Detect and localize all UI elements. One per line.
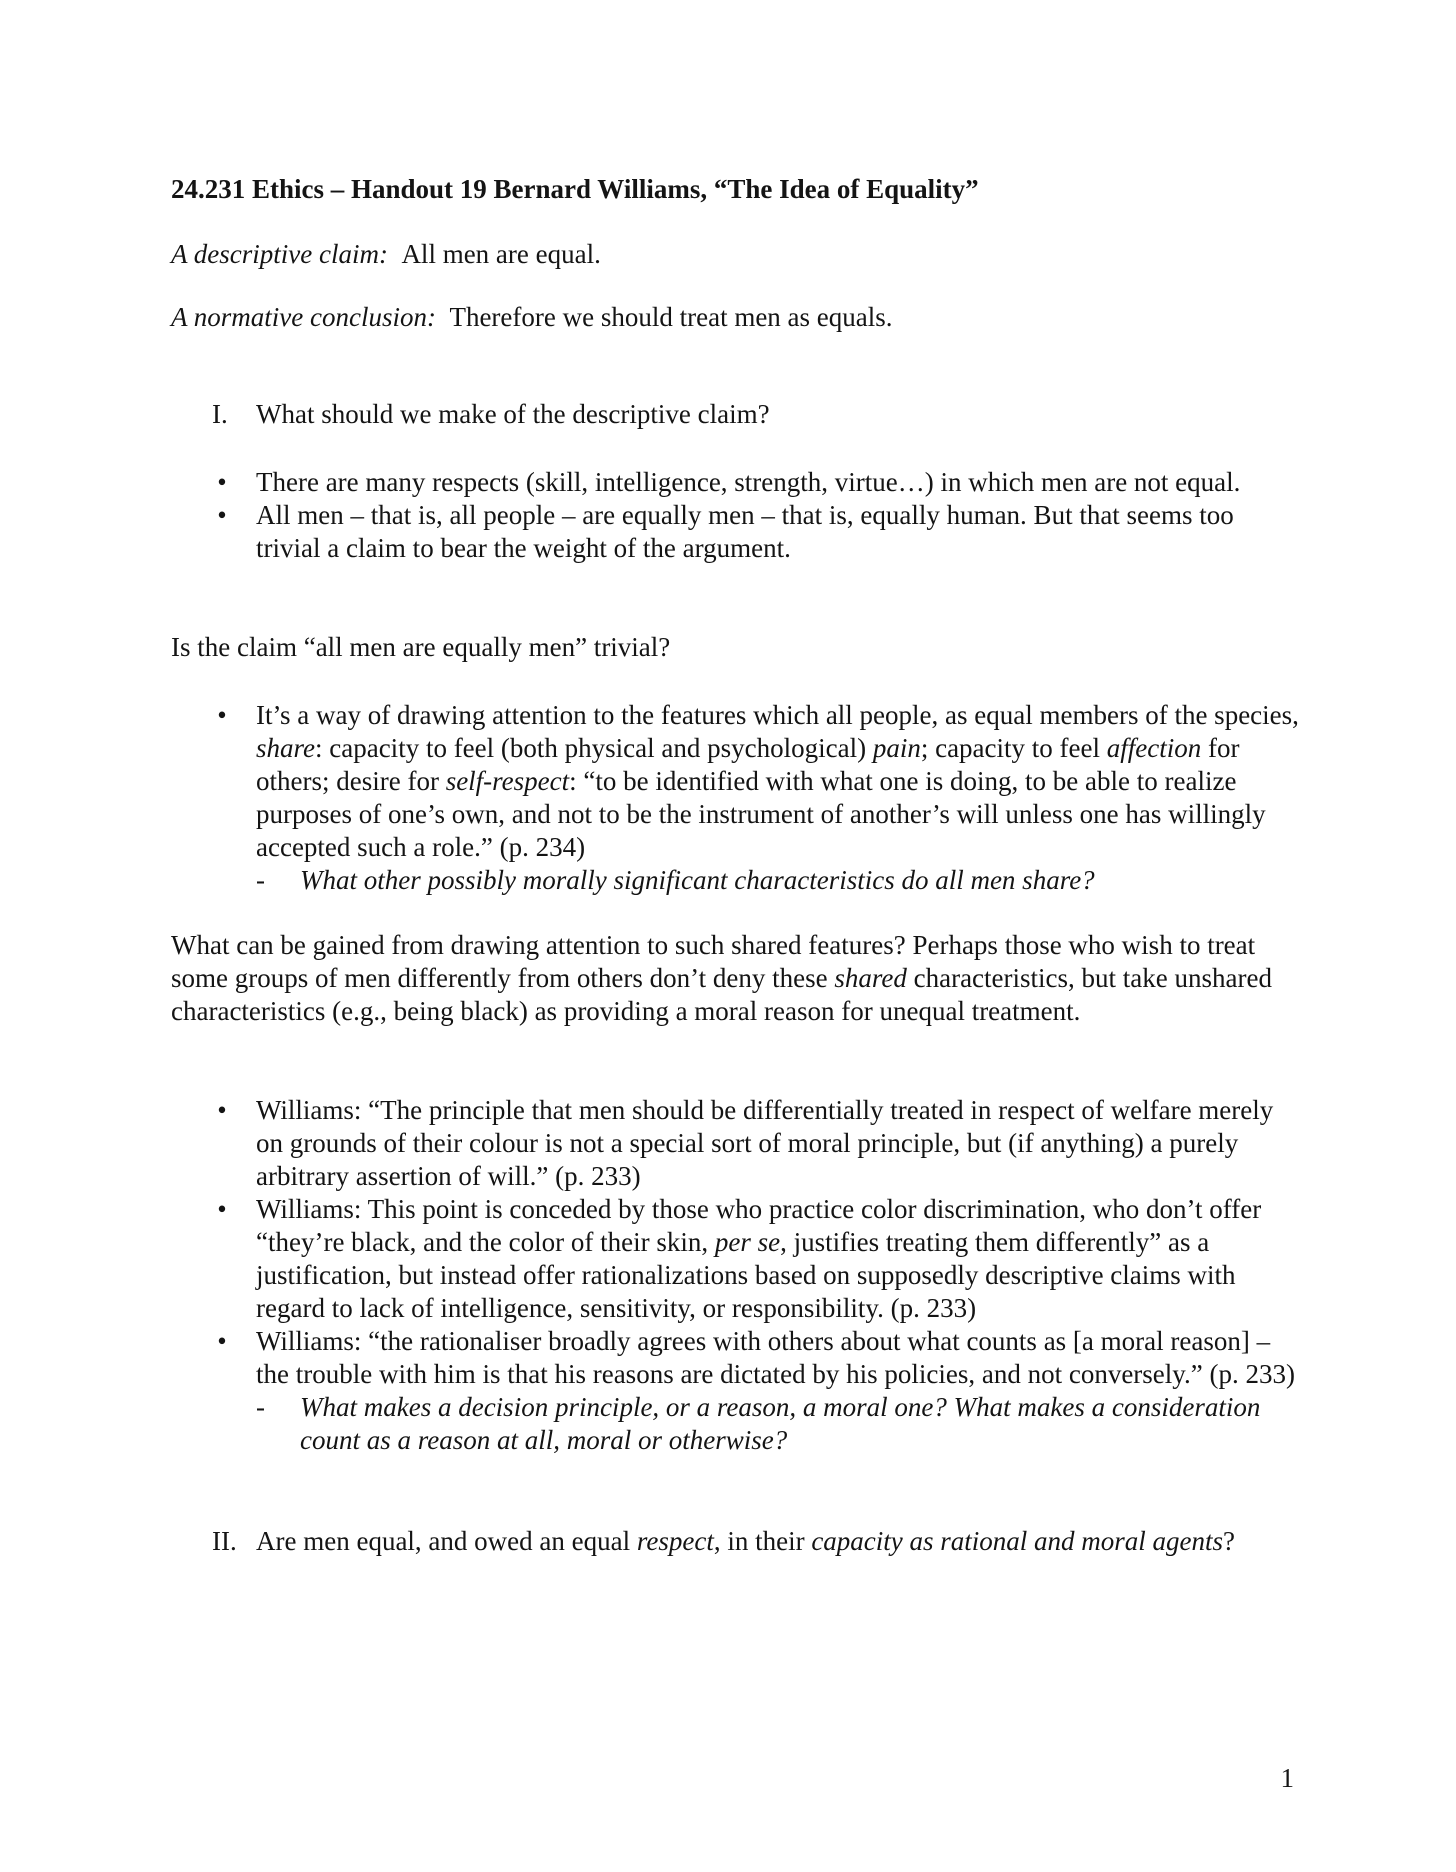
section-heading-1 xyxy=(212,398,1292,431)
text-run: : “to be identified with what one is doing, to be able to realize purposes of one’s own, and not to be the instrument of another’s will unless one has willingly accepted such a role.” (p. 234) xyxy=(256,766,1266,862)
text-run: Williams: This point is conceded by those who practice color discrimination, who don’t offer “they’re black, and the color of their skin, xyxy=(256,1194,1262,1257)
list-item-text xyxy=(256,1194,1261,1323)
bullet-icon: • xyxy=(217,1326,227,1356)
list-item xyxy=(171,499,1301,565)
text-run: : capacity to feel (both physical and psychological) xyxy=(315,733,873,763)
list-item-text: All men – that is, all people – are equally men – that is, equally human. But that seems too trivial a claim to bear the weight of the argument. xyxy=(256,500,1234,563)
list-item xyxy=(171,466,1301,499)
text-run: for others; desire for xyxy=(256,733,1240,796)
emphasis-pain: pain xyxy=(872,733,921,763)
emphasis-affection: affection xyxy=(1106,733,1202,763)
list-item-text: Williams: “the rationaliser broadly agrees with others about what counts as [a moral reason] – the trouble with him is that his reasons are dictated by his policies, and not conversely.” (p. 233) xyxy=(256,1326,1295,1389)
sub-question xyxy=(256,864,1301,897)
descriptive-claim-text: All men are equal. xyxy=(401,239,601,269)
trivial-question: Is the claim “all men are equally men” trivial? xyxy=(171,632,671,662)
bullet-icon: • xyxy=(217,1194,227,1224)
descriptive-claim-label: A descriptive claim: xyxy=(171,239,388,269)
list-item-text: Williams: “The principle that men should be differentially treated in respect of welfare merely on grounds of their colour is not a special sort of moral principle, but (if anything) a purely arbitrary assertion of will.” (p. 233) xyxy=(256,1095,1274,1191)
sub-question-text: What other possibly morally significant characteristics do all men share? xyxy=(300,865,1095,895)
emphasis-per-se: per se xyxy=(714,1227,781,1257)
sub-question xyxy=(256,1391,1301,1457)
emphasis-respect: respect xyxy=(636,1526,714,1556)
sub-question-text: What makes a decision principle, or a reason, a moral one? What makes a consideration count as a reason at all, moral or otherwise? xyxy=(300,1392,1261,1455)
descriptive-claim-bullets xyxy=(171,466,1301,565)
text-run: What can be gained from drawing attention to such shared features? Perhaps those who wish to treat some groups of men differently from others don’t deny these xyxy=(171,930,1256,993)
list-item xyxy=(171,1094,1301,1193)
bullet-icon: • xyxy=(217,1095,227,1125)
dash-marker: - xyxy=(256,865,265,895)
section-text-1: What should we make of the descriptive claim? xyxy=(256,399,770,429)
section-number-2: II. xyxy=(212,1526,237,1556)
text-run: characteristics, but take unshared characteristics (e.g., being black) as providing a moral reason for unequal treatment. xyxy=(171,963,1272,1026)
text-run: , in their xyxy=(713,1526,812,1556)
page-title: 24.231 Ethics – Handout 19 Bernard Williams, “The Idea of Equality” xyxy=(171,174,979,204)
paragraph-shared-features xyxy=(171,929,1291,1028)
dash-marker: - xyxy=(256,1392,265,1422)
emphasis-self-respect: self-respect xyxy=(445,766,570,796)
list-item xyxy=(171,699,1301,897)
shared-features-bullets xyxy=(171,699,1301,897)
list-item xyxy=(171,1325,1301,1457)
list-item-text xyxy=(256,700,1299,862)
bullet-icon: • xyxy=(217,467,227,497)
descriptive-claim xyxy=(171,238,1291,271)
section-number-1: I. xyxy=(212,399,228,429)
text-run: It’s a way of drawing attention to the features which all people, as equal members of the species, xyxy=(256,700,1299,730)
emphasis-capacity: capacity as rational and moral agents xyxy=(811,1526,1224,1556)
text-run: ? xyxy=(1223,1526,1236,1556)
text-run: ; capacity to feel xyxy=(920,733,1107,763)
emphasis-shared: shared xyxy=(834,963,907,993)
list-item xyxy=(171,1193,1301,1325)
bullet-icon: • xyxy=(217,500,227,530)
page-number: 1 xyxy=(1280,1763,1294,1793)
text-run: Are men equal, and owed an equal xyxy=(256,1526,637,1556)
normative-conclusion xyxy=(171,301,1291,334)
list-item-text: There are many respects (skill, intelligence, strength, virtue…) in which men are not equal. xyxy=(256,467,1241,497)
normative-conclusion-text: Therefore we should treat men as equals. xyxy=(449,302,893,332)
emphasis-share: share xyxy=(256,733,315,763)
normative-conclusion-label: A normative conclusion: xyxy=(171,302,436,332)
bullet-icon: • xyxy=(217,700,227,730)
williams-bullets xyxy=(171,1094,1301,1457)
section-heading-2 xyxy=(212,1525,1296,1558)
text-run: , justifies treating them differently” as a justification, but instead offer rationalizations based on supposedly descriptive claims with regard to lack of intelligence, sensitivity, or responsibility. (p. 233) xyxy=(256,1227,1236,1323)
